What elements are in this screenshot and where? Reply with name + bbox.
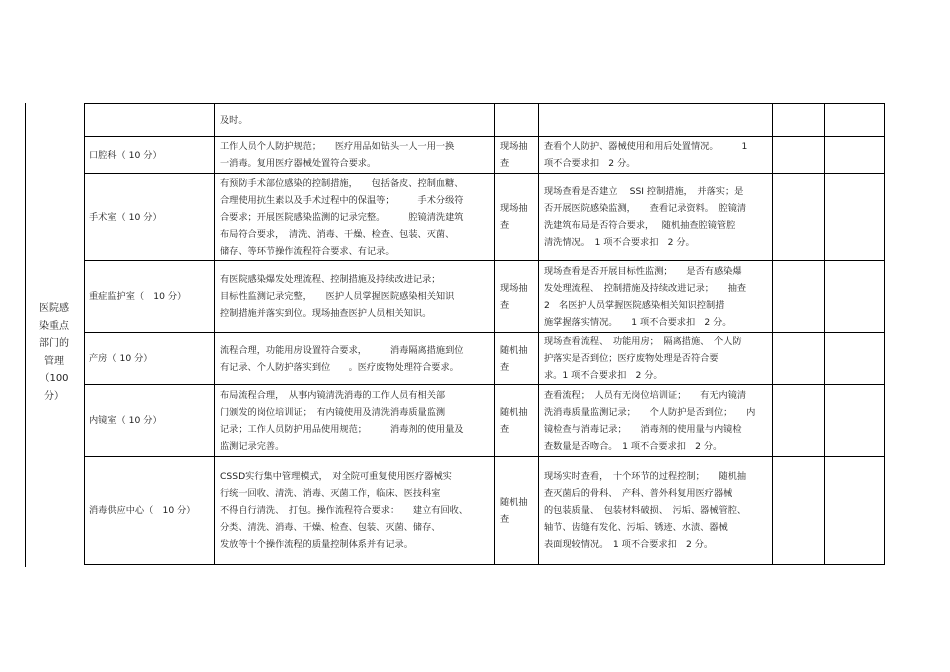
remark-cell [825, 457, 885, 565]
score-cell [773, 137, 825, 174]
department-cell [85, 174, 215, 261]
standard-text-line: 储存、等环节操作流程符合要求、有记录。 [220, 245, 395, 257]
criteria-text-line: 发处理流程、 控制措施及持续改进记录； 抽查 [544, 282, 747, 294]
criteria-cell [539, 137, 773, 174]
criteria-text-line: 查看个人防护、器械使用和用后处置情况。 1 [544, 141, 748, 152]
department-name: 口腔科（ 10 分） [89, 149, 162, 161]
standard-cell [215, 174, 495, 261]
table-row [85, 174, 885, 261]
method-cell [495, 457, 539, 565]
method-cell [495, 104, 539, 137]
standard-cell [215, 333, 495, 385]
category-line: 分） [44, 390, 64, 402]
table-row [85, 333, 885, 385]
method-text-line: 现场抽 [500, 282, 528, 294]
standard-text-line: CSSD实行集中管理模式， 对全院可重复使用医疗器械实 [220, 471, 452, 482]
criteria-text-line: 否开展医院感染监测， 查看记录资料。 腔镜清 [544, 203, 747, 214]
table-row [85, 137, 885, 174]
criteria-text-line: 轴节、齿缝有发化、污垢、锈迹、水渍、器械 [544, 522, 728, 533]
method-cell [495, 333, 539, 385]
criteria-cell [539, 385, 773, 457]
criteria-text-line: 现场实时查看， 十个环节的过程控制； 随机抽 [544, 471, 747, 482]
standard-cell [215, 385, 495, 457]
criteria-text-line: 镜检查与消毒记录； 消毒剂的使用量与内镜检 [544, 423, 742, 435]
department-cell [85, 261, 215, 333]
score-cell [773, 385, 825, 457]
table-row [85, 261, 885, 333]
criteria-cell [539, 261, 773, 333]
category-line: 染重点 [39, 320, 69, 332]
standard-text-line: 合要求；开展医院感染监测的记录完整。 腔镜清洗建筑 [220, 211, 464, 223]
method-text-line: 查 [500, 299, 510, 311]
department-name: 内镜室（ 10 分） [89, 415, 162, 426]
department-name: 消毒供应中心（ 10 分） [89, 505, 196, 516]
method-text-line: 现场抽 [500, 203, 528, 214]
category-line: 管理 [44, 355, 64, 367]
method-cell [495, 137, 539, 174]
criteria-text-line: 洗建筑布局是否符合要求， 随机抽查腔镜管腔 [544, 220, 736, 231]
standard-text-line: 有医院感染爆发处理流程、控制措施及持续改进记录； [220, 274, 441, 285]
standard-text-line: 监测记录完善。 [220, 440, 285, 452]
standard-text-line: 布局流程合理， 从事内镜清洗消毒的工作人员有相关部 [220, 389, 446, 401]
department-cell [85, 137, 215, 174]
criteria-cell [539, 104, 773, 137]
method-text-line: 随机抽 [500, 344, 528, 356]
remark-cell [825, 174, 885, 261]
criteria-text-line: 查看流程； 人员有无岗位培训证； 有无内镜清 [544, 389, 747, 401]
standard-text-line: 及时。 [220, 114, 248, 126]
criteria-text-line: 的包装质量、 包装材料破损、 污垢、器械管腔、 [544, 505, 747, 516]
criteria-text-line: 项不合要求扣 2 分。 [544, 158, 636, 169]
category-label [28, 300, 80, 405]
standard-text-line: 发放等十个操作流程的质量控制体系并有记录。 [220, 539, 413, 550]
department-cell [85, 333, 215, 385]
remark-cell [825, 261, 885, 333]
inspection-table [84, 103, 885, 565]
criteria-text-line: 查数量是否吻合。 1 项不合要求扣 2 分。 [544, 440, 723, 452]
criteria-text-line: 护落实是否到位；医疗废物处理是否符合要 [544, 353, 719, 364]
criteria-cell [539, 333, 773, 385]
table-row [85, 457, 885, 565]
remark-cell [825, 385, 885, 457]
standard-text-line: 工作人员个人防护规范； 医疗用品如钻头一人一用一换 [220, 141, 455, 152]
method-text-line: 随机抽 [500, 406, 528, 418]
score-cell [773, 333, 825, 385]
standard-text-line: 记录；工作人员防护用品使用规范； 消毒剂的使用量及 [220, 423, 464, 435]
standard-text-line: 一消毒。复用医疗器械处置符合要求。 [220, 158, 377, 169]
department-name: 产房（ 10 分） [89, 353, 153, 364]
department-cell [85, 104, 215, 137]
score-cell [773, 104, 825, 137]
method-cell [495, 261, 539, 333]
department-cell [85, 385, 215, 457]
score-cell [773, 261, 825, 333]
criteria-text-line: 求。1 项不合要求扣 2 分。 [544, 370, 663, 381]
standard-text-line: 不得自行清洗、 打包。操作流程符合要求： 建立有回收、 [220, 505, 469, 516]
category-line: 医院感 [39, 303, 69, 314]
department-name: 重症监护室（ 10 分） [89, 291, 187, 302]
method-text-line: 查 [500, 361, 510, 373]
category-line: （100 [39, 373, 69, 384]
standard-text-line: 合理使用抗生素以及手术过程中的保温等； 手术分级符 [220, 194, 464, 206]
criteria-text-line: 2 名医护人员掌握医院感染相关知识控制措 [544, 299, 725, 311]
remark-cell [825, 104, 885, 137]
method-text-line: 查 [500, 220, 510, 231]
category-border-line [25, 103, 26, 567]
criteria-text-line: 现场查看是否建立 SSI 控制措施， 并落实；是 [544, 186, 744, 197]
standard-text-line: 有预防手术部位感染的控制措施， 包括备皮、控制血糖、 [220, 177, 464, 189]
score-cell [773, 457, 825, 565]
method-text-line: 现场抽 [500, 141, 528, 152]
category-line: 部门的 [39, 338, 69, 349]
score-cell [773, 174, 825, 261]
criteria-cell [539, 457, 773, 565]
method-text-line: 查 [500, 513, 510, 525]
criteria-text-line: 洗消毒质量监测记录； 个人防护是否到位； 内 [544, 406, 756, 418]
standard-cell [215, 457, 495, 565]
criteria-text-line: 查灭菌后的骨科、 产科、普外科复用医疗器械 [544, 488, 733, 499]
criteria-text-line: 清洗情况。 1 项不合要求扣 2 分。 [544, 237, 695, 248]
method-text-line: 查 [500, 158, 510, 169]
standard-text-line: 有记录、个人防护落实到位 。医疗废物处理符合要求。 [220, 361, 459, 373]
method-cell [495, 385, 539, 457]
criteria-text-line: 施掌握落实情况。 1 项不合要求扣 2 分。 [544, 316, 732, 328]
table-row [85, 385, 885, 457]
method-text-line: 随机抽 [500, 496, 528, 508]
criteria-text-line: 现场查看是否开展目标性监测； 是否有感染爆 [544, 265, 742, 277]
standard-text-line: 门颁发的岗位培训证； 有内镜使用及清洗消毒质量监测 [220, 406, 446, 418]
standard-text-line: 行统一回收、清洗、消毒、灭菌工作，临床、医技科室 [220, 488, 441, 499]
standard-cell [215, 137, 495, 174]
table-row [85, 104, 885, 137]
remark-cell [825, 333, 885, 385]
criteria-cell [539, 174, 773, 261]
standard-text-line: 控制措施并落实到位。现场抽查医护人员相关知识。 [220, 308, 432, 319]
standard-cell [215, 261, 495, 333]
standard-text-line: 流程合理，功能用房设置符合要求， 消毒隔离措施到位 [220, 344, 464, 356]
standard-cell [215, 104, 495, 137]
department-name: 手术室（ 10 分） [89, 211, 162, 223]
remark-cell [825, 137, 885, 174]
standard-text-line: 目标性监测记录完整， 医护人员掌握医院感染相关知识 [220, 291, 455, 302]
method-cell [495, 174, 539, 261]
department-cell [85, 457, 215, 565]
criteria-text-line: 现场查看流程、 功能用房； 隔离措施、 个人防 [544, 336, 742, 347]
standard-text-line: 分类、清洗、消毒、干燥、检查、包装、灭菌、储存、 [220, 522, 441, 533]
criteria-text-line: 表面现较情况。 1 项不合要求扣 2 分。 [544, 539, 714, 550]
standard-text-line: 布局符合要求， 清洗、消毒、干燥、检查、包装、灭菌、 [220, 228, 455, 240]
method-text-line: 查 [500, 423, 510, 435]
